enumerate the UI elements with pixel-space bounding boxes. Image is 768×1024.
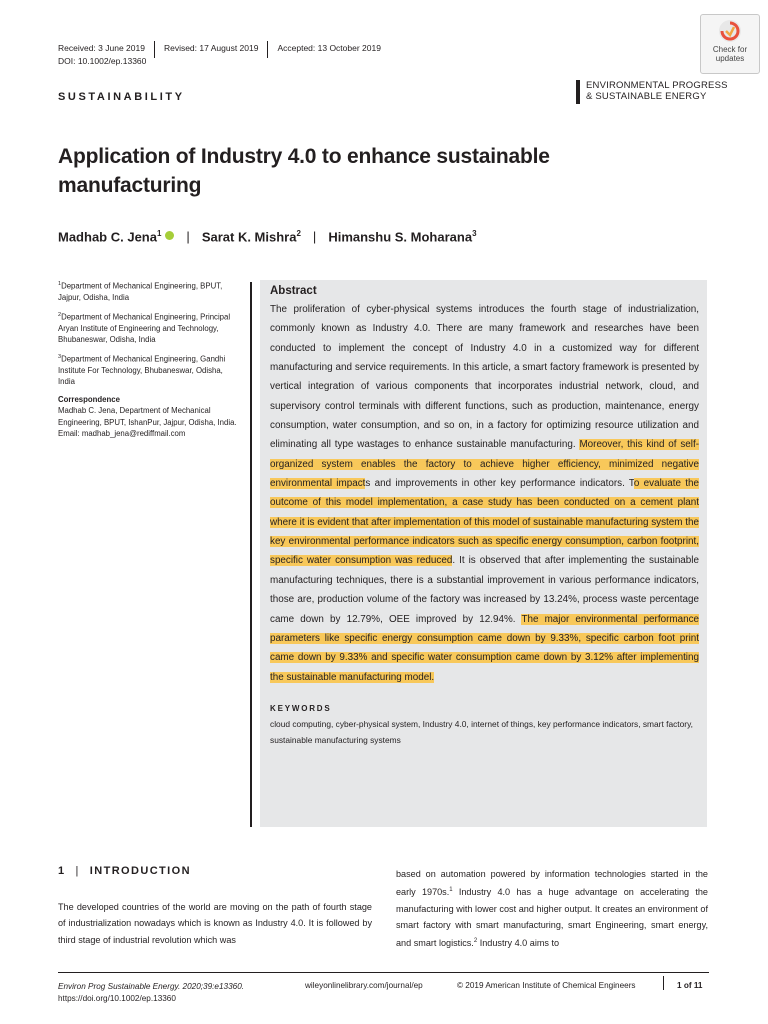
received-date: Received: 3 June 2019: [58, 42, 145, 53]
author-separator: |: [312, 229, 317, 245]
check-updates-label: Check for: [712, 45, 748, 54]
check-for-updates-button[interactable]: [700, 14, 760, 74]
article-title: Application of Industry 4.0 to enhance sustainable manufacturing: [58, 145, 550, 197]
abstract-divider: [250, 282, 252, 827]
abstract-heading: Abstract: [270, 285, 317, 297]
abstract-text: The proliferation of cyber-physical systems introduces the fourth stage of industrialization, commonly known as Industry 4.0. There are many framework and researches have been conducted to implement the concept of Industry 4.0 in a customized way for different manufacturing and service requirements. In this article, a smart factory framework is presented by vertical integration of various components that incorporates industrial network, cloud, and supervisory control terminals with different functions, such as production, maintenance, energy consumption, water consumption, and so on, in a factory for optimizing resource utilization and eliminating all type wastages to enhance sustainable manufacturing. Moreover, this kind of self-organized system enables the factory to achieve higher efficiency, minimized negative environmental impacts and improvements in other key performance indicators. To evaluate the outcome of this model implementation, a case study has been conducted on a cement plant where it is evident that after implementation of this model of sustainable manufacturing system the key environmental performance indicators such as specific energy consumption, carbon footprint, specific water consumption was reduced. It is observed that after implementing the sustainable manufacturing techniques, there is a substantial improvement in various performance indicators, those are, production volume of the factory was increased by 13.24%, process waste percentage came down by 12.79%, OEE improved by 12.94%. The major environmental performance parameters like specific energy consumption came down by 9.33%, specific carbon foot print came down by 9.33% and specific water consumption came down by 3.12% after implementing the sustainable manufacturing model.: [270, 304, 700, 683]
correspondence-text: Madhab C. Jena, Department of Mechanical Engineering, BPUT, IshanPur, Jajpur, Odisha, India.: [58, 406, 237, 427]
revised-date: Revised: 17 August 2019: [163, 42, 259, 53]
reference-link[interactable]: 2: [473, 938, 478, 945]
journal-logo-bar: [576, 80, 580, 104]
highlight: Moreover, this kind of self-organized system enables the factory to achieve higher efficiency, minimized negative environmental impact: [270, 439, 699, 490]
keywords-text: cloud computing, cyber-physical system, Industry 4.0, internet of things, key performance indicators, smart factory, sustainable manufacturing systems: [270, 718, 693, 745]
footer-citation: Environ Prog Sustainable Energy. 2020;39:e13360. https://doi.org/10.1002/ep.13360: [58, 982, 245, 1003]
correspondence-heading: Correspondence: [58, 394, 120, 404]
doi[interactable]: DOI: 10.1002/ep.13360: [58, 56, 147, 66]
orcid-icon[interactable]: [165, 231, 174, 240]
author-name[interactable]: Madhab C. Jena$^1$: [58, 229, 162, 245]
body-text-column-1: The developed countries of the world are moving on the path of fourth stage of industrialization nowadays which is known as Industry 4.0. It is followed by third stage of industrial revolution which was: [58, 902, 372, 945]
highlight: The major environmental performance parameters like specific energy consumption came down by 9.33%, specific carbon foot print came down by 9.33% and specific water consumption came down by 3.12% after implementing the sustainable manufacturing model.: [270, 613, 700, 683]
highlight: o evaluate the outcome of this model implementation, a case study has been conducted on a cement plant where it is evident that after implementation of this model of sustainable manufacturing system the key environmental performance indicators such as specific energy consumption, carbon footprint, specific water consumption was reduced: [270, 478, 699, 567]
correspondence-email[interactable]: Email: madhab_jena@rediffmail.com: [58, 429, 186, 439]
author-separator: |: [186, 229, 190, 245]
affiliation: $^2$Department of Mechanical Engineering, Principal Aryan Institute of Engineering and Technology, Bhubaneswar, Odisha, India: [58, 311, 231, 345]
footer-site-link[interactable]: wileyonlinelibrary.com/journal/ep: [305, 981, 423, 990]
article-dates: [58, 39, 381, 56]
date-divider: [154, 41, 155, 58]
journal-name-line1: ENVIRONMENTAL PROGRESS: [586, 80, 728, 91]
footer-copyright: © 2019 American Institute of Chemical Engineers: [457, 981, 636, 990]
accepted-date: Accepted: 13 October 2019: [277, 42, 381, 53]
keywords-heading: KEYWORDS: [270, 703, 332, 713]
footer-divider: [663, 976, 664, 990]
abstract-box: [260, 280, 707, 827]
footer-doi-link[interactable]: https://doi.org/10.1002/ep.13360: [58, 994, 176, 1003]
affiliations: [58, 279, 238, 440]
section-heading: 1 | INTRODUCTION: [58, 865, 191, 877]
author-name[interactable]: Sarat K. Mishra$^2$: [201, 229, 301, 245]
affiliation: $^3$Department of Mechanical Engineering, Gandhi Institute For Technology, Bhubaneswar, Odisha, India: [58, 353, 226, 387]
page-number: 1 of 11: [677, 981, 703, 990]
reference-link[interactable]: 1: [449, 887, 453, 894]
journal-name-line2: & SUSTAINABLE ENERGY: [586, 91, 707, 102]
author-list: [58, 229, 477, 244]
footer-rule: [58, 972, 709, 973]
journal-logo: [576, 80, 728, 104]
check-updates-icon: [719, 20, 741, 42]
date-divider: [267, 41, 268, 58]
body-text-column-2: based on automation powered by information technologies started in the early 1970s.$^1$ Industry 4.0 has a huge advantage on accelerating the manufacturing with lower cost and higher output. It creates an environment of smart factory with smart manufacturing, smart Engineering, smart energy, and smart logistics.$^2$ Industry 4.0 aims to: [396, 869, 708, 949]
affiliation: $^1$Department of Mechanical Engineering, BPUT, Jajpur, Odisha, India: [58, 281, 223, 303]
section-label: SUSTAINABILITY: [58, 91, 185, 103]
check-updates-label-2: updates: [715, 54, 745, 63]
author-name[interactable]: Himanshu S. Moharana$^3$: [328, 229, 477, 245]
